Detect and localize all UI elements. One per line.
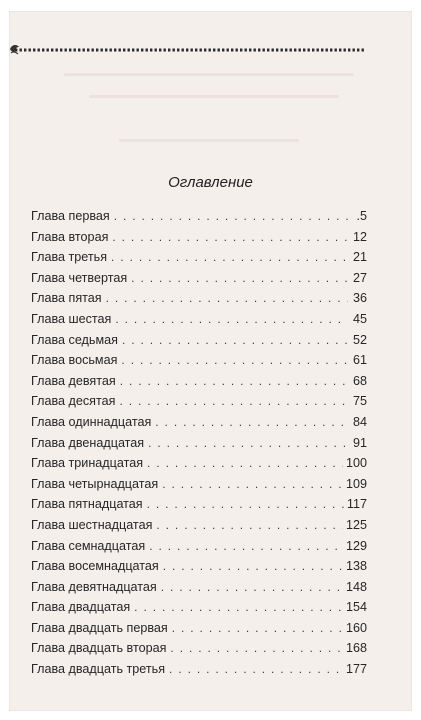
toc-entry: [31, 250, 367, 271]
toc-entry: [31, 312, 367, 333]
toc-entry-title: Глава двадцать первая: [31, 620, 168, 635]
toc-entry: [31, 559, 367, 580]
toc-entry: [31, 456, 367, 477]
toc-entry-page: 168: [345, 641, 367, 656]
dot-leader: [119, 394, 348, 408]
toc-entry: [31, 477, 367, 498]
dot-leader: [147, 497, 344, 511]
toc-entry: [31, 271, 367, 292]
toc-entry-title: Глава двенадцатая: [31, 435, 145, 450]
toc-entry-title: Глава двадцать третья: [31, 662, 166, 677]
dot-leader: [155, 415, 348, 429]
toc-entry-page: 21: [352, 250, 367, 265]
toc-entry-page: 125: [345, 517, 367, 532]
toc-entry-page: 138: [345, 559, 367, 574]
toc-entry-page: 84: [352, 414, 367, 429]
toc-entry-title: Глава четвертая: [31, 270, 128, 285]
toc-entry-page: 160: [345, 620, 367, 635]
toc-entry-title: Глава седьмая: [31, 332, 118, 347]
toc-entry-page: 148: [345, 579, 367, 594]
toc-entry: [31, 394, 367, 415]
toc-entry-page: 36: [352, 291, 367, 306]
dot-leader: [120, 374, 348, 388]
toc-entry: [31, 621, 367, 642]
dot-leader: [147, 456, 343, 470]
toc-entry-title: Глава восемнадцатая: [31, 559, 159, 574]
dot-leader: [121, 353, 348, 367]
toc-entry-title: Глава пятая: [31, 291, 102, 306]
toc-entry-title: Глава первая: [31, 209, 110, 223]
toc-entry-title: Глава семнадцатая: [31, 538, 146, 553]
toc-entry-page: 154: [345, 600, 367, 615]
dot-leader: [112, 230, 348, 244]
toc-entry-page: 12: [352, 229, 367, 244]
toc-entry: [31, 333, 367, 354]
toc-entry: [31, 662, 367, 683]
toc-entry-page: 52: [352, 332, 367, 347]
toc-entry: [31, 600, 367, 621]
toc-entry: [31, 291, 367, 312]
show-through-line: [89, 95, 339, 98]
dot-leader: [115, 312, 348, 326]
toc-entry-title: Глава одиннадцатая: [31, 414, 152, 429]
toc-entry-title: Глава тринадцатая: [31, 456, 144, 471]
toc-entry: [31, 230, 367, 251]
dot-leader: [161, 580, 343, 594]
toc-entry: [31, 518, 367, 539]
toc-entry: [31, 374, 367, 395]
toc-entry-page: 68: [352, 373, 367, 388]
toc-entry-title: Глава шестая: [31, 311, 112, 326]
toc-entry-title: Глава десятая: [31, 394, 116, 409]
dot-leader: [169, 662, 343, 676]
dot-leader: [172, 621, 343, 635]
dot-leader: [114, 209, 348, 223]
book-page: [9, 11, 412, 711]
toc-entry-page: .5: [356, 209, 367, 223]
toc-entry-page: 61: [352, 353, 367, 368]
toc-entry-title: Глава восьмая: [31, 353, 118, 368]
toc-entry: [31, 497, 367, 518]
dotted-top-rule: [9, 47, 369, 53]
toc-entry: [31, 353, 367, 374]
toc-entry-title: Глава двадцатая: [31, 600, 131, 615]
toc-entry-title: Глава третья: [31, 250, 108, 265]
dot-leader: [148, 436, 348, 450]
toc-entry: [31, 539, 367, 560]
toc-entry-page: 100: [345, 456, 367, 471]
toc-entry-title: Глава шестнадцатая: [31, 517, 153, 532]
toc-entry: [31, 580, 367, 601]
toc-entry: [31, 415, 367, 436]
toc-entry-page: 117: [346, 497, 367, 512]
dot-leader: [134, 600, 343, 614]
toc-entry-title: Глава вторая: [31, 229, 109, 244]
dot-leader: [156, 518, 343, 532]
toc-entry-title: Глава девятая: [31, 373, 116, 388]
dot-leader: [163, 559, 343, 573]
toc-entry-title: Глава пятнадцатая: [31, 497, 143, 512]
dot-leader: [106, 291, 348, 305]
toc-entry-page: 91: [352, 435, 367, 450]
dot-leader: [170, 641, 343, 655]
toc-entry-title: Глава девятнадцатая: [31, 579, 157, 594]
toc-entry-page: 129: [345, 538, 367, 553]
toc-entry-page: 109: [345, 476, 367, 491]
dot-leader: [111, 250, 348, 264]
toc-entry-page: 45: [352, 311, 367, 326]
toc-entry-title: Глава двадцать вторая: [31, 641, 167, 656]
toc-entry-title: Глава четырнадцатая: [31, 476, 159, 491]
toc-list: [31, 209, 367, 683]
dot-leader: [162, 477, 343, 491]
show-through-line: [119, 139, 299, 142]
toc-entry: [31, 209, 367, 230]
show-through-line: [64, 73, 354, 76]
toc-entry: [31, 641, 367, 662]
dot-leader: [149, 539, 343, 553]
dot-leader: [122, 333, 348, 347]
toc-entry-page: 177: [345, 662, 367, 677]
toc-entry-page: 27: [352, 270, 367, 285]
toc-heading: Оглавление: [168, 174, 253, 191]
toc-entry: [31, 436, 367, 457]
toc-entry-page: 75: [352, 394, 367, 409]
dot-leader: [131, 271, 348, 285]
